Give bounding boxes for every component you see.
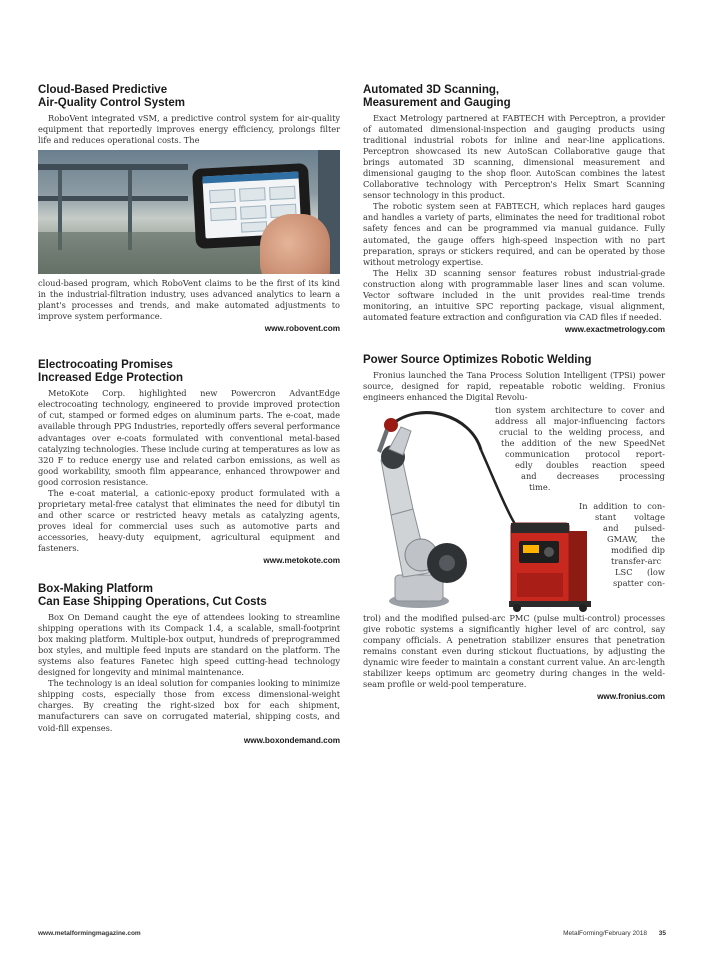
text-line: crucial to the welding process, and [499,427,665,438]
article-body: The e-coat material, a cationic-epoxy product formulated with a proprietary metal-free catalyst that eliminates the need for dibutyl tin and other scarce or restricted heavy metals as catalyzing agents, proves ideal for commercial uses such as automotive parts and accessories, heavy-duty equipment, agricultural equipment and fasteners. [38,487,340,553]
article-body: The Helix 3D scanning sensor features robust industrial-grade construction along with programmable laser lines and scan volume. Vector software included in the unit provides real-time trends monitoring, an intuitive SPC reporting package, visual alignment, automated feature extraction and configuration via CAD files if needed. [363,267,665,322]
article-title [363,84,665,110]
footer-website[interactable]: www.metalformingmagazine.com [38,930,141,937]
article-url[interactable]: www.exactmetrology.com [564,324,665,334]
title-line-2: Air-Quality Control System [38,97,185,109]
wrap-text-block-1 [495,405,665,493]
text-line: communication protocol report- [505,449,665,460]
text-line: and decreases processing [521,471,665,482]
text-line: edly doubles reaction speed [515,460,665,471]
text-line: LSC (low [615,567,665,578]
robot-welder-illustration-area [363,405,665,613]
welder-power-unit [509,523,591,612]
footer-publication: MetalForming/February 2018 [563,930,647,937]
article-body: Fronius launched the Tana Process Solution Intelligent (TPSi) power source, designed for rapid, repeatable robotic welding. Fronius engineers enhanced the Digital Revolu- [363,369,665,402]
article-power-source [363,354,665,701]
title-line-2: Increased Edge Protection [38,372,184,385]
text-line: spatter con- [613,578,665,589]
right-column [363,84,665,719]
article-cloud-air-quality [38,84,340,333]
article-title: Power Source Optimizes Robotic Welding [363,353,592,366]
article-body: MetoKote Corp. highlighted new Powercron AdvantEdge electrocoating technology, engineered to provide improved protection of cut, stamped or formed edges on aluminum parts. The e-coat, made available through PPG Industries, reportedly offers several performance advantages over e-coats formulated with conventional metal-based catalyzing technologies. These include curing at temperatures as low as 320 F to reduce energy use and related carbon emissions, as well as good workability, smooth film appearance, enhanced throwpower and good corrosion resistance. [38,388,340,487]
text-line: the addition of the new SpeedNet [501,438,665,449]
article-title [38,359,340,385]
title-line-1: Automated 3D Scanning, [363,84,500,96]
text-line: and pulsed- [603,523,665,534]
text-line: address all major-influencing factors [495,416,665,427]
left-column [38,84,340,763]
hand [260,214,330,274]
title-line-2: Can Ease Shipping Operations, Cut Costs [38,596,267,609]
article-body: The technology is an ideal solution for companies looking to minimize shipping costs, especially those from excess dimensional-weight charges. By creating the right-sized box for each shipment, manufacturers can save on corrugated material, shipping costs, and void-fill expenses. [38,678,340,733]
article-url[interactable]: www.metokote.com [263,556,340,566]
title-line-2: Measurement and Gauging [363,97,511,109]
text-line: tion system architecture to cover and [495,405,665,416]
page-number: 35 [658,930,666,937]
article-url[interactable]: www.boxondemand.com [243,735,340,745]
article-body: Exact Metrology partnered at FABTECH with Perceptron, a provider of automated dimensional-inspection and gauging products using traditional industrial robots for inline and near-line applications. Perceptron showcased its new AutoScan Collaborative gauge that brings automated 3D scanning, dimensional measurement and dimensional gauging to the shop floor. AutoScan combines the latest Collaborative technology with Perceptron's Helix Smart Scanning sensor technology in this product. [363,113,665,201]
article-body-continued: cloud-based program, which RoboVent claims to be the first of its kind in the industrial-filtration industry, uses advanced analytics to learn a plant's processes and trends, and make automated adjustments to improve system performance. [38,278,340,322]
text-line: modified dip [611,545,665,556]
article-box-making [38,583,340,745]
text-line: In addition to con- [579,501,665,512]
text-line: GMAW, the [607,534,665,545]
article-electrocoating [38,359,340,565]
article-body: RoboVent integrated vSM, a predictive control system for air-quality equipment that reportedly improves energy efficiency, prolongs filter life and reduces operational costs. The [38,113,340,146]
article-body: The robotic system seen at FABTECH, which replaces hard gauges and handles a variety of parts, eliminates the need for traditional robot safety fences and can be programmed via manual guidance. Fully automated, the gauge offers high-speed inspection with no part preparation, sprays or stickers required, and can be operated by those without metrology expertise. [363,201,665,267]
wrap-text-block-2 [579,501,665,589]
article-title [38,583,340,609]
article-url[interactable]: www.fronius.com [597,692,665,702]
article-body: Box On Demand caught the eye of attendees looking to streamline shipping operations with its Compack 1.4, a scalable, small-footprint box making platform. Multiple-box output, hundreds of preprogrammed box styles, and multiple feed inputs are standard on the platform. The systems also features Fanetec high speed cutting-head technology designed for longevity and minimal maintenance. [38,612,340,678]
title-line-1: Cloud-Based Predictive [38,84,168,96]
article-body-continued: trol) and the modified pulsed-arc PMC (pulse multi-control) processes give robotic systems a significantly higher level of arc control, say company officials. A penetration stabilizer ensures that penetration remains constant even during stickout fluctuations, by adjusting the dynamic wire feeder to maintain a constant current value. An arc-length stabilizer keeps optimum arc geometry during changes in the weld-seam profile or weld-pool temperature. [363,613,665,690]
title-line-1: Box-Making Platform [38,583,154,596]
tablet-photo [38,150,340,274]
text-line: stant voltage [595,512,665,523]
article-title [38,84,340,110]
article-3d-scanning [363,84,665,334]
footer-issue [563,930,666,937]
text-line: transfer-arc [611,556,662,567]
article-url[interactable]: www.robovent.com [264,324,340,334]
text-line: time. [529,482,551,493]
title-line-1: Electrocoating Promises [38,359,173,372]
